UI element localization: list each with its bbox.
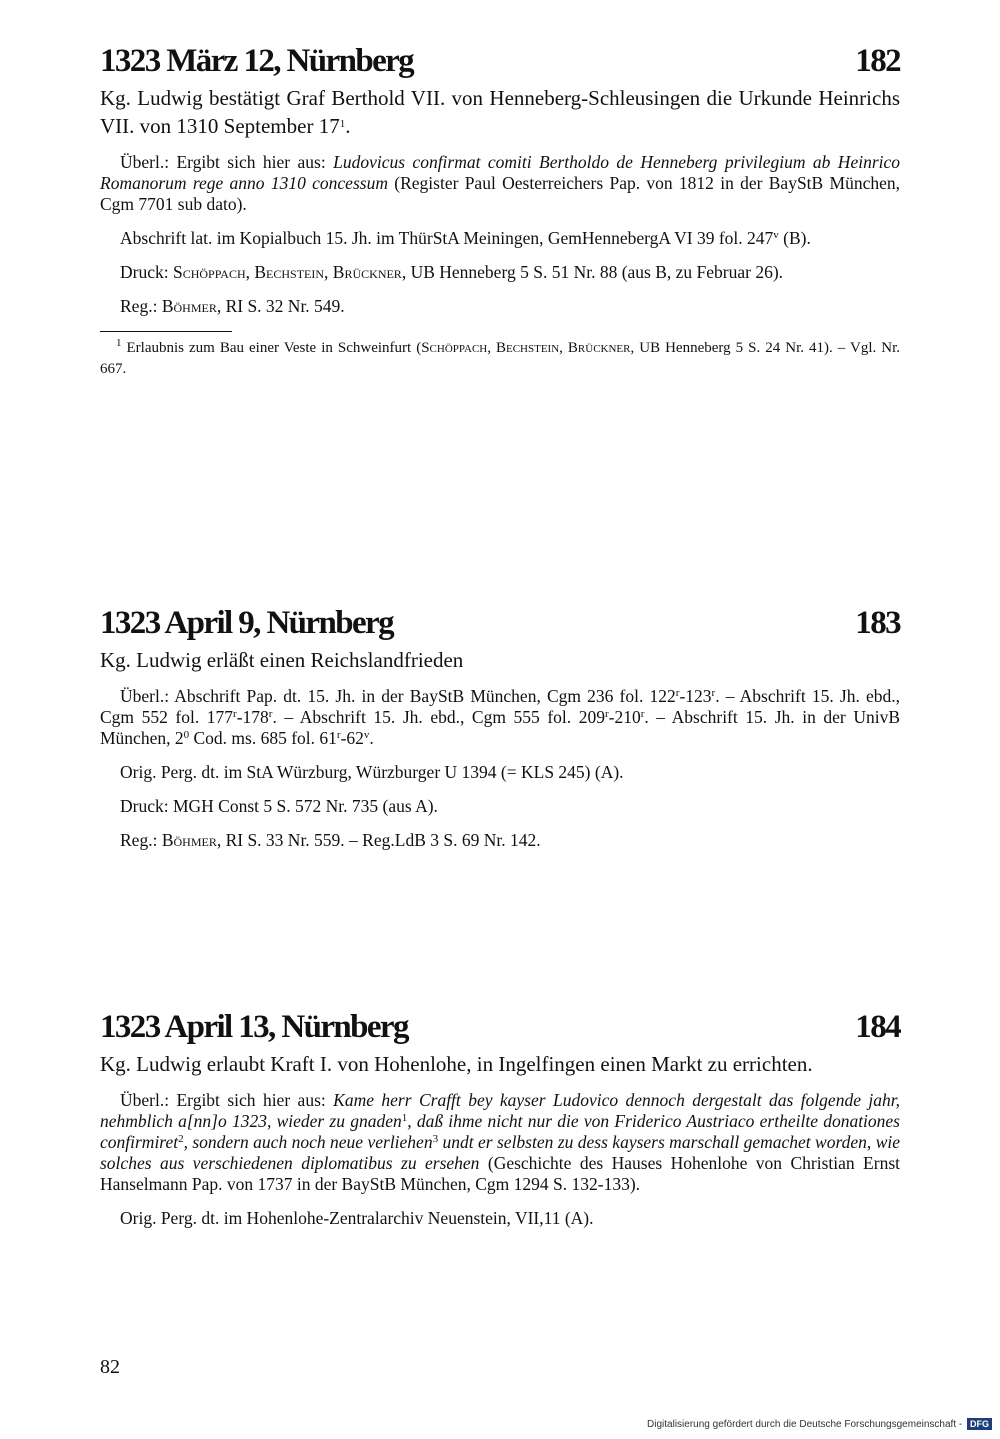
entry-date-place: 1323 April 9, Nürnberg xyxy=(100,605,393,641)
original-paragraph: Orig. Perg. dt. im StA Würzburg, Würzburger U 1394 (= KLS 245) (A). xyxy=(120,762,624,782)
entry-summary: Kg. Ludwig bestätigt Graf Berthold VII. von Henneberg-Schleusingen die Urkunde Heinrichs VII. von 1310 September $17^1$. xyxy=(100,86,900,138)
page-number: 82 xyxy=(100,1356,120,1378)
entry-summary: Kg. Ludwig erlaubt Kraft I. von Hohenlohe, in Ingelfingen einen Markt zu errichten. xyxy=(100,1052,813,1076)
original-paragraph: Orig. Perg. dt. im Hohenlohe-Zentralarchiv Neuenstein, VII,11 (A). xyxy=(120,1208,594,1228)
entry-heading xyxy=(100,38,900,84)
regest-paragraph: Reg.: Böhmer, RI S. 33 Nr. 559. – Reg.LdB 3 S. 69 Nr. 142. xyxy=(120,830,541,850)
ueberlieferung-paragraph: Überl.: Ergibt sich hier aus: Kame herr Crafft bey kayser Ludovico dennoch dergestalt das folgende jahr, nehmblich a[nn]o 1323, wieder zu gnaden$^1$, daß ihme nicht nur die von Friderico Austriaco ertheilte donationes confirmiret$^2$, sondern auch noch neue verliehen$^3$ undt er selbsten zu dess kaysers marschall gemachet worden, wie solches aus verschiedenen diplomatibus zu ersehen (Geschichte des Hauses Hohenlohe von Christian Ernst Hanselmann Pap. von 1737 in der BayStB München, Cgm 1294 S. 132-133). xyxy=(100,1090,900,1194)
ueberlieferung-paragraph: Überl.: Abschrift Pap. dt. 15. Jh. in der BayStB München, Cgm 236 fol. 122$^r$-123$^r$. – Abschrift 15. Jh. ebd., Cgm 552 fol. 177$^r$-178$^r$. – Abschrift 15. Jh. ebd., Cgm 555 fol. 209$^r$-210$^r$. – Abschrift 15. Jh. in der UnivB München, $2^0$ Cod. ms. 685 fol. 61$^r$-62$^v$. xyxy=(100,686,900,748)
entry-number: 182 xyxy=(855,43,900,79)
footnote-divider xyxy=(100,331,232,332)
entry-heading xyxy=(100,1004,900,1050)
entry-heading xyxy=(100,600,900,646)
credit-text: Digitalisierung gefördert durch die Deutsche Forschungsgemeinschaft - xyxy=(647,1419,963,1430)
entry-182 xyxy=(100,38,900,380)
entry-date-place: 1323 April 13, Nürnberg xyxy=(100,1009,408,1045)
entry-date-place: 1323 März 12, Nürnberg xyxy=(100,43,414,79)
entry-number: 184 xyxy=(855,1009,900,1045)
druck-paragraph: Druck: MGH Const 5 S. 572 Nr. 735 (aus A). xyxy=(120,796,438,816)
abschrift-paragraph: Abschrift lat. im Kopialbuch 15. Jh. im ThürStA Meiningen, GemHennebergA VI 39 fol. 247$^v$ (B). xyxy=(120,228,811,248)
footnote: $^1$ Erlaubnis zum Bau einer Veste in Schweinfurt (Schöppach, Bechstein, Brückner, UB Henneberg 5 S. 24 Nr. 41). – Vgl. Nr. 667. xyxy=(100,337,900,377)
ueberlieferung-paragraph: Überl.: Ergibt sich hier aus: Ludovicus confirmat comiti Bertholdo de Henneberg privilegium ab Heinrico Romanorum rege anno 1310 concessum (Register Paul Oesterreichers Pap. von 1812 in der BayStB München, Cgm 7701 sub dato). xyxy=(100,152,901,214)
entry-number: 183 xyxy=(855,605,900,641)
digitization-credit xyxy=(647,1418,992,1430)
regest-paragraph: Reg.: Böhmer, RI S. 32 Nr. 549. xyxy=(120,296,345,316)
entry-183 xyxy=(100,600,900,864)
entry-summary: Kg. Ludwig erläßt einen Reichslandfrieden xyxy=(100,648,464,672)
druck-paragraph: Druck: Schöppach, Bechstein, Brückner, UB Henneberg 5 S. 51 Nr. 88 (aus B, zu Februar 26). xyxy=(120,262,784,282)
entry-184 xyxy=(100,1004,900,1242)
dfg-logo: DFG xyxy=(967,1418,992,1430)
